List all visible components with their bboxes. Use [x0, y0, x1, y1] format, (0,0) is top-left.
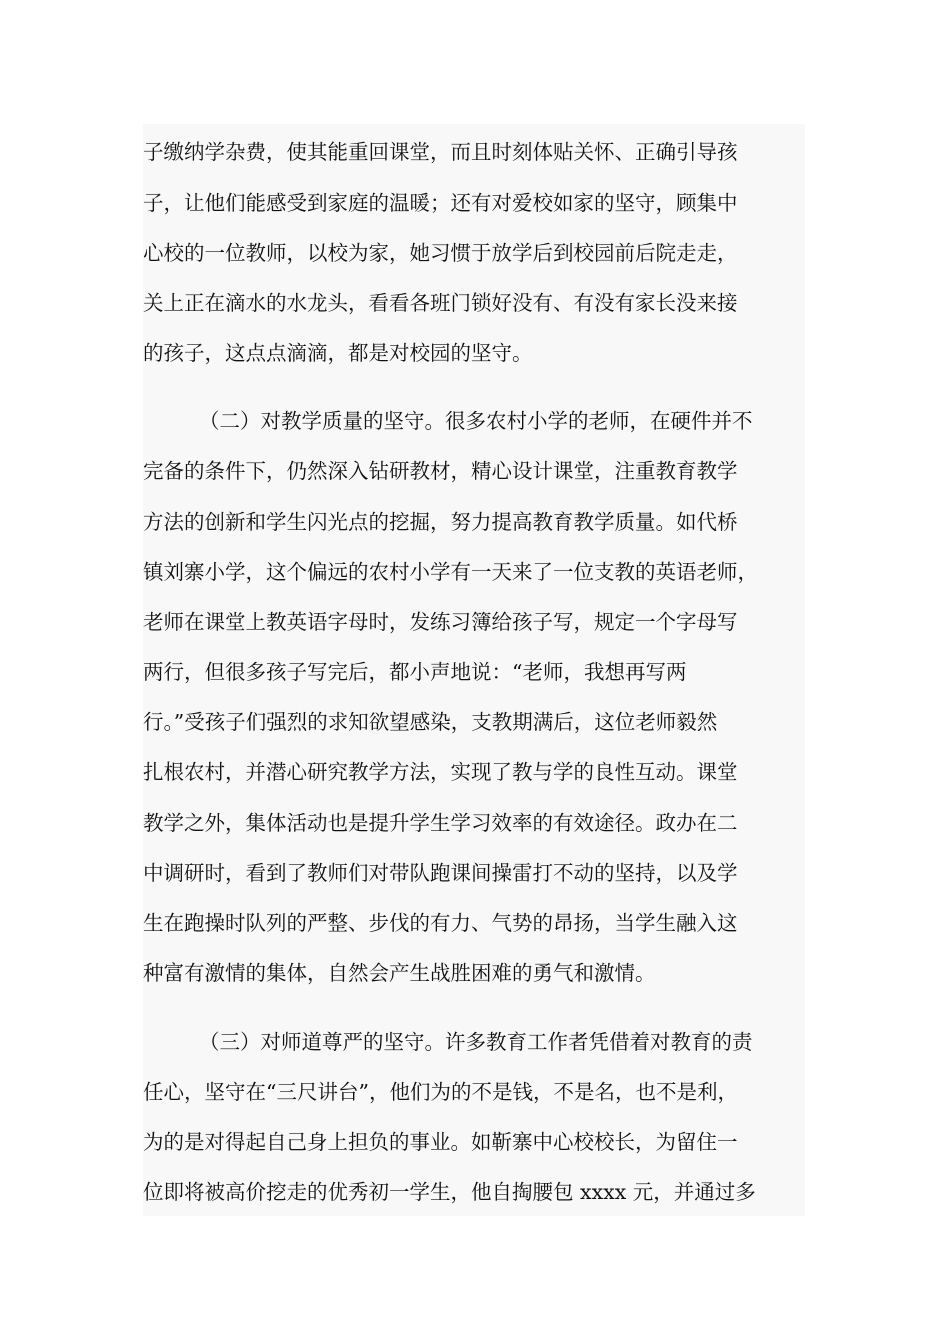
paragraph-heading-3: （三）对师道尊严的坚守。许多教育工作者凭借着对教育的责	[199, 1030, 753, 1054]
text-line: 位即将被高价挖走的优秀初一学生，他自掏腰包 xxxx 元，并通过多	[143, 1180, 756, 1204]
text-line: 完备的条件下，仍然深入钻研教材，精心设计课堂，注重教育教学	[143, 459, 738, 483]
text-line: 行。”受孩子们强烈的求知欲望感染，支教期满后，这位老师毅然	[143, 710, 718, 734]
text-line: 扎根农村，并潜心研究教学方法，实现了教与学的良性互动。课堂	[143, 760, 738, 784]
text-line: 老师在课堂上教英语字母时，发练习簿给孩子写，规定一个字母写	[143, 610, 738, 634]
text-line: 生在跑操时队列的严整、步伐的有力、气势的昂扬，当学生融入这	[143, 911, 738, 935]
text-line: 心校的一位教师，以校为家，她习惯于放学后到校园前后院走走，	[143, 241, 738, 265]
text-line: 子缴纳学杂费，使其能重回课堂，而且时刻体贴关怀、正确引导孩	[143, 140, 738, 164]
text-line: 为的是对得起自己身上担负的事业。如靳寨中心校校长，为留住一	[143, 1130, 738, 1154]
text-line: 种富有激情的集体，自然会产生战胜困难的勇气和激情。	[143, 961, 656, 985]
text-line: 教学之外，集体活动也是提升学生学习效率的有效途径。政办在二	[143, 811, 738, 835]
text-line: 的孩子，这点点滴滴，都是对校园的坚守。	[143, 341, 533, 365]
text-line: 子，让他们能感受到家庭的温暖；还有对爱校如家的坚守，顾集中	[143, 191, 738, 215]
text-line: 任心，坚守在“三尺讲台”，他们为的不是钱，不是名，也不是利，	[143, 1080, 738, 1104]
text-line: 两行，但很多孩子写完后，都小声地说：“老师，我想再写两	[143, 660, 687, 684]
text-line: 中调研时，看到了教师们对带队跑课间操雷打不动的坚持，以及学	[143, 861, 738, 885]
text-line: 镇刘寨小学，这个偏远的农村小学有一天来了一位支教的英语老师，	[143, 560, 758, 584]
text-line: 关上正在滴水的水龙头，看看各班门锁好没有、有没有家长没来接	[143, 291, 738, 315]
text-line: 方法的创新和学生闪光点的挖掘，努力提高教育教学质量。如代桥	[143, 510, 738, 534]
document-body	[143, 124, 805, 1216]
paragraph-heading-2: （二）对教学质量的坚守。很多农村小学的老师，在硬件并不	[199, 409, 753, 433]
